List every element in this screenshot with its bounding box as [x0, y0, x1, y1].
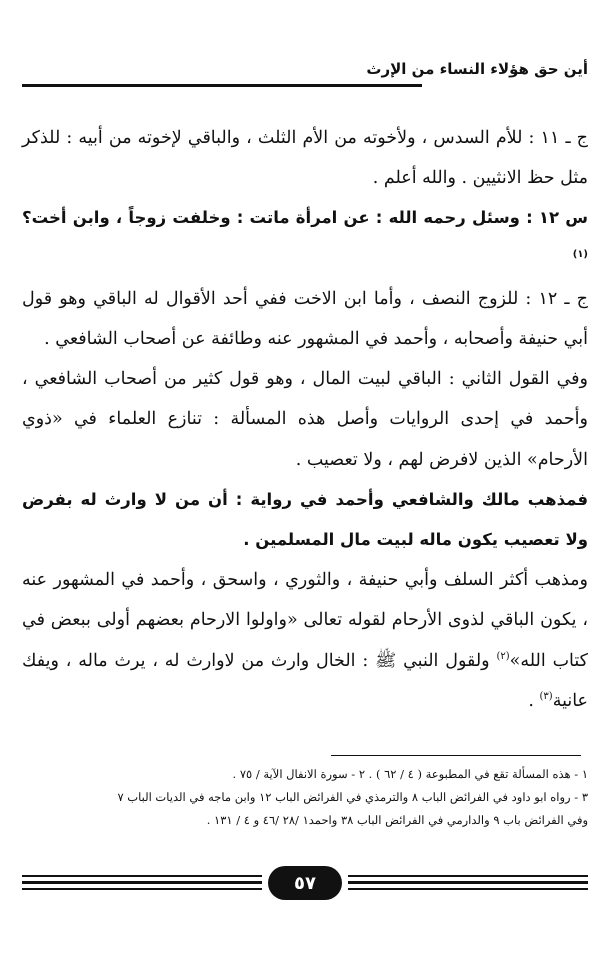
paragraph: [22, 118, 588, 198]
text-segment: ومذهب أكثر السلف وأبي حنيفة ، والثوري ، واسحق ، وأحمد في المشهور عنه ، يكون الباقي لذوى الأرحام لقوله تعالى «واولوا الارحام بعضهم أولى ببعض في كتاب الله»: [22, 570, 588, 671]
footnote-line: ١ - هذه المسألة تقع في المطبوعة ( ٤ / ٦٢ ) . ٢ - سورة الانفال الآية / ٧٥ .: [232, 767, 588, 781]
text-segment: فمذهب مالك والشافعي وأحمد في رواية : أن من لا وارث له بفرض ولا تعصيب يكون ماله لبيت مال المسلمين .: [22, 489, 588, 550]
footnote-line: ٣ - رواه ابو داود في الفرائض الباب ٨ والترمذي في الفرائض الباب ١٢ وابن ماجه في الديات الباب ٧: [117, 790, 588, 804]
header-rule: [22, 84, 422, 87]
paragraph: [22, 359, 588, 480]
text-segment: ج ـ ١١ : للأم السدس ، ولأخوته من الأم الثلث ، والباقي لإخوته من أبيه : للذكر مثل حظ الانثيين . والله أعلم .: [22, 128, 588, 189]
paragraph: [22, 279, 588, 359]
footnotes: [22, 763, 588, 832]
text-segment: ج ـ ١٢ : للزوج النصف ، وأما ابن الاخت ففي أحد الأقوال له الباقي وهو قول أبي حنيفة وأصحابه ، وأحمد في المشهور عنه وطائفة عن أصحاب الشافعي .: [22, 288, 588, 350]
footnote-marker: (٢): [496, 650, 510, 662]
running-header: [22, 58, 588, 98]
body-text: [22, 118, 588, 721]
footer-rule-right: [348, 872, 588, 894]
paragraph: [22, 560, 588, 721]
text-segment: س ١٢ : وسئل رحمه الله : عن امرأة ماتت : وخلفت زوجاً ، وابن أخت؟: [22, 208, 588, 228]
text-segment: ولقول النبي ﷺ : الخال وارث من لاوارث له ، يرث ماله ، ويفك عانية: [22, 650, 588, 711]
footnote-marker: (١): [572, 248, 588, 260]
paragraph: [22, 480, 588, 560]
footnote-line: وفي الفرائض باب ٩ والدارمي في الفرائض الباب ٣٨ واحمد١ /٢٨ /٤٦ و ٤ / ١٣١ .: [206, 813, 588, 827]
text-segment: .: [528, 690, 540, 711]
footnote-separator: [331, 755, 581, 756]
page-footer: [22, 866, 588, 900]
page-number: ٥٧: [268, 866, 342, 900]
footnote-marker: (٣): [539, 691, 553, 703]
text-segment: وفي القول الثاني : الباقي لبيت المال ، وهو قول كثير من أصحاب الشافعي ، وأحمد في إحدى الروايات وأصل هذه المسألة : تنازع العلماء في «ذوي الأرحام» الذين لافرض لهم ، ولا تعصيب .: [22, 369, 588, 470]
header-title: أين حق هؤلاء النساء من الإرث: [366, 60, 588, 78]
footer-rule-left: [22, 872, 262, 894]
paragraph: [22, 198, 588, 278]
